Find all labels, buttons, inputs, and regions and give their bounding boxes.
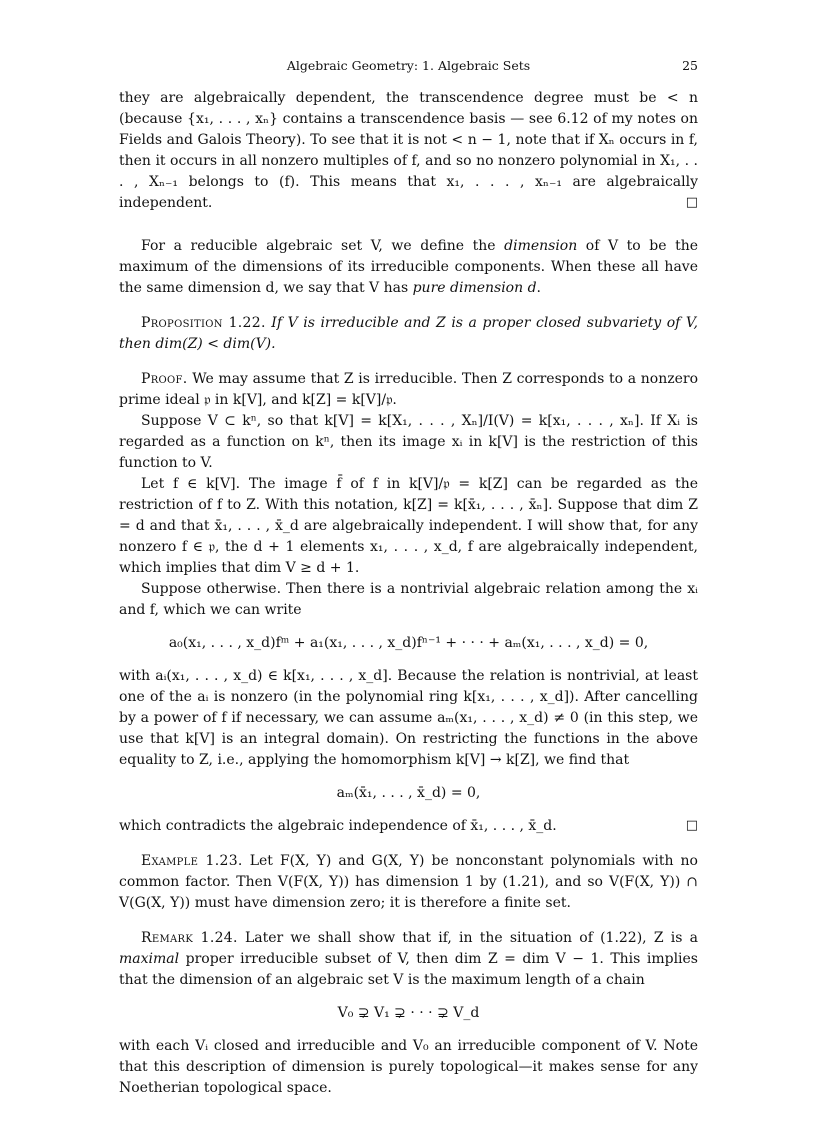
paragraph-suppose: Suppose V ⊂ kⁿ, so that k[V] = k[X₁, . . . , Xₙ]/I(V) = k[x₁, . . . , xₙ]. If Xᵢ is regarded as a function on kⁿ, then its image xᵢ in k[V] is the restriction of this function to V. [119,413,698,471]
paragraph-final: with each Vᵢ closed and irreducible and V₀ an irreducible component of V. Note that this description of dimension is purely topological—it makes sense for any Noetherian topological space. [119,1038,698,1096]
term-maximal: maximal [119,951,180,967]
proposition-statement: If V is irreducible and Z is a proper closed subvariety of V, then dim(Z) < dim(V). [119,315,699,352]
proposition-1-22 [119,313,698,355]
term-pure-dimension: pure dimension d [412,280,537,296]
paragraph-proof-continuation: they are algebraically dependent, the transcendence degree must be < n (because {x₁, . . . , xₙ} contains a transcendence basis — see 6.12 of my notes on Fields and Galois Theory). To see that it is not < n − 1, note that if Xₙ occurs in f, then it occurs in all nonzero multiples of f, and so no nonzero polynomial in X₁, . . . , Xₙ₋₁ belongs to (f). This means that x₁, . . . , xₙ₋₁ are algebraically independent. □ [119,90,698,211]
remark-label: Remark 1.24. [141,930,238,946]
document-body [119,88,698,1099]
equation-relation: a₀(x₁, . . . , x_d)fᵐ + a₁(x₁, . . . , x_d)fⁿ⁻¹ + · · · + aₘ(x₁, . . . , x_d) = 0, [168,635,649,651]
paragraph-let-f: Let f ∈ k[V]. The image f̄ of f in k[V]/𝔭 = k[Z] can be regarded as the restriction of f to Z. With this notation, k[Z] = k[x̄₁, . . . , x̄ₙ]. Suppose that dim Z = d and that x̄₁, . . . , x̄_d are algebraically independent. I will show that, for any nonzero f ∈ 𝔭, the d + 1 elements x₁, . . . , x_d, f are algebraically independent, which implies that dim V ≥ d + 1. [119,476,698,576]
example-1-23: Example 1.23. Let F(X, Y) and G(X, Y) be nonconstant polynomials with no common factor. Then V(F(X, Y)) has dimension 1 by (1.21), and so V(F(X, Y)) ∩ V(G(X, Y)) must have dimension zero; it is therefore a finite set. [119,853,698,911]
equation-am-zero: aₘ(x̄₁, . . . , x̄_d) = 0, [336,785,481,801]
proposition-label: Proposition 1.22. [141,315,266,331]
header-title: Algebraic Geometry: 1. Algebraic Sets [286,58,531,73]
term-dimension: dimension [504,238,578,254]
example-label: Example 1.23. [141,853,243,869]
qed-symbol: □ [685,195,698,210]
paragraph-contradiction: which contradicts the algebraic independence of x̄₁, . . . , x̄_d. □ [119,818,698,834]
paragraph-suppose-otherwise: Suppose otherwise. Then there is a nontrivial algebraic relation among the xᵢ and f, which we can write [119,581,698,618]
paragraph-dimension-definition: For a reducible algebraic set V, we define the dimension of V to be the maximum of the dimensions of its irreducible components. When these all have the same dimension d, we say that V has pure dimension d. [119,238,698,296]
running-header [119,58,698,76]
page-number: 25 [682,58,698,73]
equation-chain: V₀ ⊋ V₁ ⊋ · · · ⊋ V_d [337,1005,480,1021]
remark-1-24: Remark 1.24. Later we shall show that if, in the situation of (1.22), Z is a maximal proper irreducible subset of V, then dim Z = dim V − 1. This implies that the dimension of an algebraic set V is the maximum length of a chain [119,930,698,988]
proof-label: Proof. [141,371,188,387]
proof-start: Proof. We may assume that Z is irreducible. Then Z corresponds to a nonzero prime ideal 𝔭 in k[V], and k[Z] = k[V]/𝔭. [119,371,698,408]
paragraph-with-ai: with aᵢ(x₁, . . . , x_d) ∈ k[x₁, . . . , x_d]. Because the relation is nontrivial, at least one of the aᵢ is nonzero (in the polynomial ring k[x₁, . . . , x_d]). After cancelling by a power of f if necessary, we can assume aₘ(x₁, . . . , x_d) ≠ 0 (in this step, we use that k[V] is an integral domain). On restricting the functions in the above equality to Z, i.e., applying the homomorphism k[V] → k[Z], we find that [119,668,698,768]
qed-symbol: □ [685,818,698,833]
